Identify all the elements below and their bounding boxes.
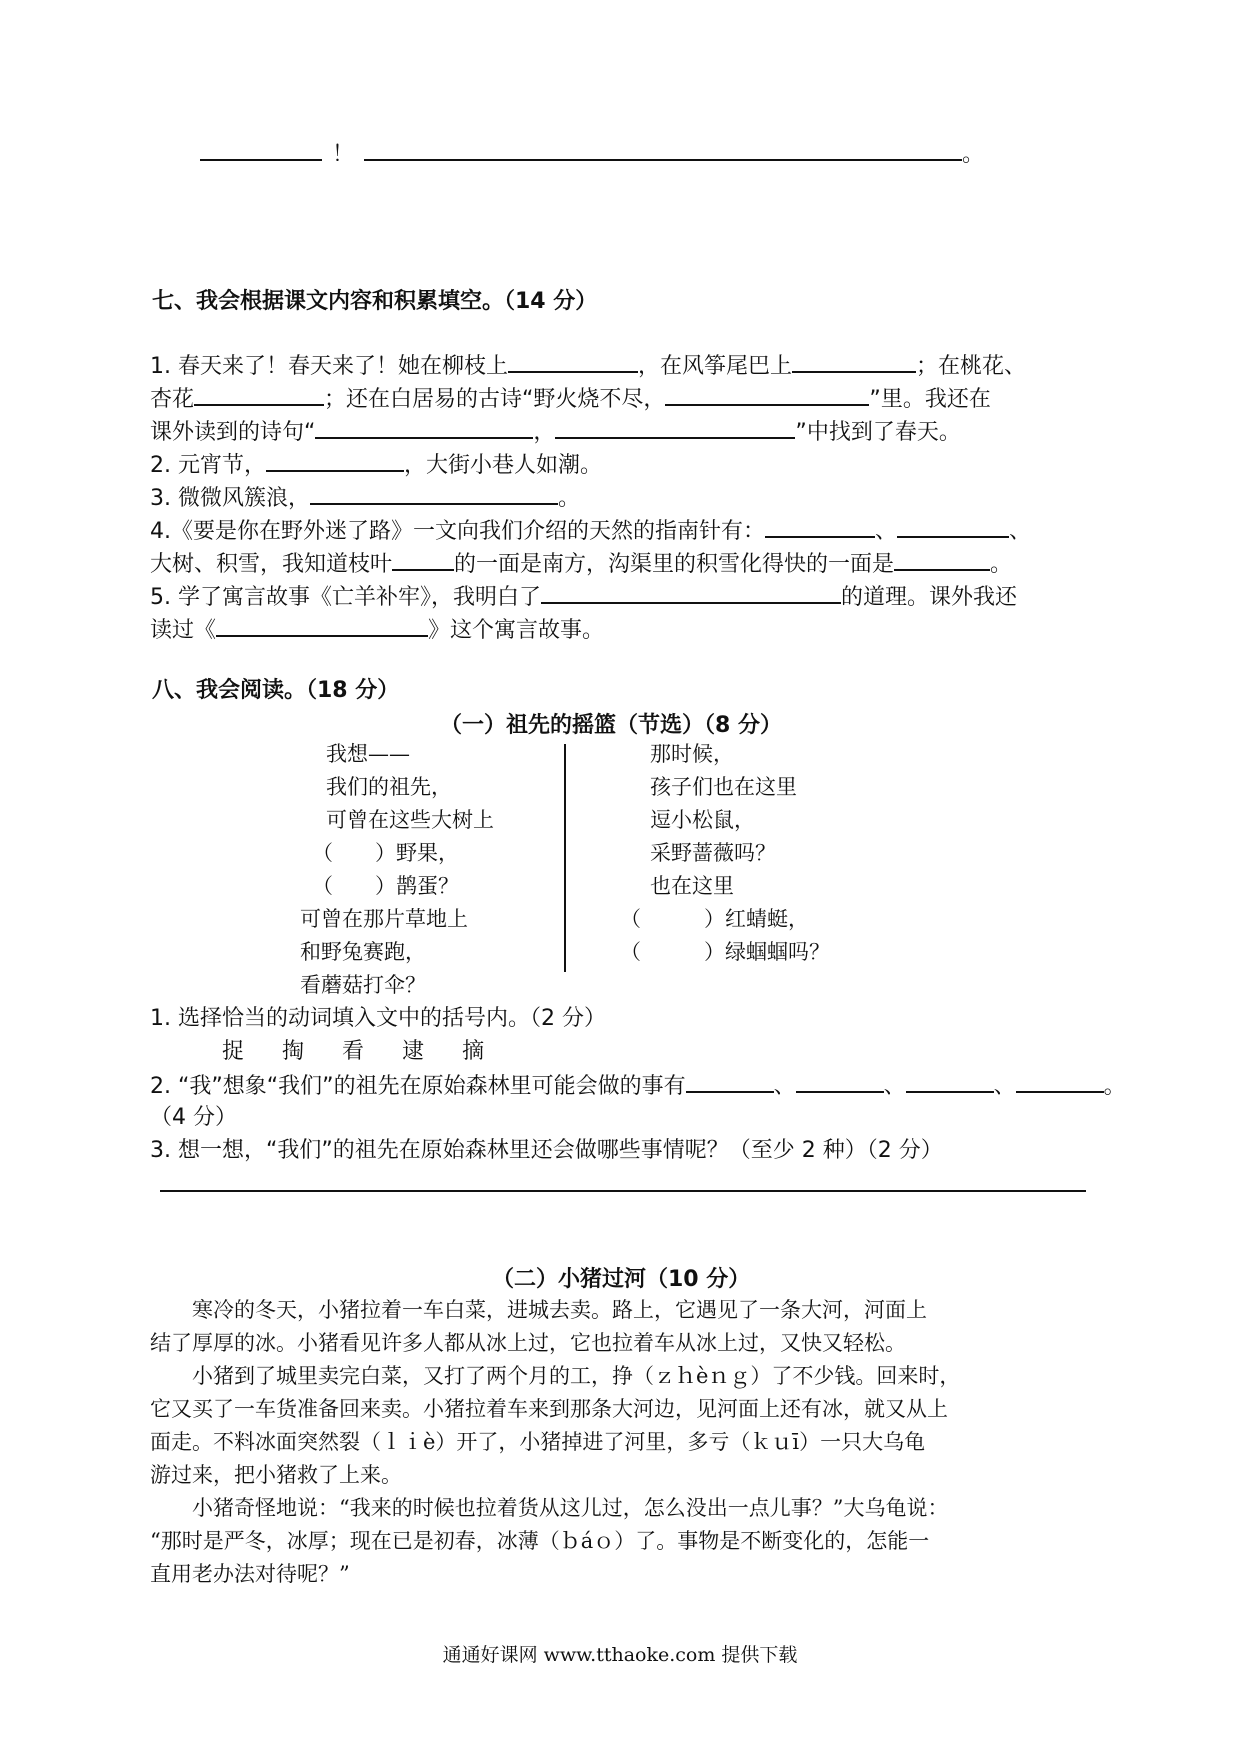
story-line-5: 面走。不料冰面突然裂（ｌｉè）开了，小猪掉进了河里，多亏（ｋｕī）一只大乌龟 [150,1430,926,1454]
poem-right-3: 逗小松鼠， [650,808,755,832]
s7-q4-line1: 4.《要是你在野外迷了路》一文向我们介绍的天然的指南针有： 、 、 [150,513,1031,548]
p1-q3: 3. 想一想，“我们”的祖先在原始森林里还会做哪些事情呢？（至少 2 种）（2 分） [150,1138,943,1163]
poem-right-4: 采野蔷薇吗？ [650,841,776,865]
p1-q3-answer-line[interactable] [160,1190,1086,1192]
poem-left-6: 可曾在那片草地上 [300,907,468,931]
section8-title: 八、我会阅读。（18 分） [152,678,400,703]
answer-blank[interactable] [796,1068,884,1093]
answer-blank[interactable] [894,546,990,571]
poem-right-1: 那时候， [650,742,734,766]
answer-blank[interactable] [194,381,324,406]
story-line-4: 它又买了一车货准备回来卖。小猪拉着车来到那条大河边，见河面上还有冰，就又从上 [150,1397,948,1421]
verb-option[interactable]: 摘 [462,1039,485,1064]
poem-left-2: 我们的祖先， [326,775,452,799]
story-line-6: 游过来，把小猪救了上来。 [150,1463,402,1487]
verb-option[interactable]: 看 [342,1039,365,1064]
verb-option[interactable]: 掏 [282,1039,305,1064]
poem-left-3: 可曾在这些大树上 [326,808,494,832]
p1-q2-score: （4 分） [150,1105,237,1130]
story-line-9: 直用老办法对待呢？” [150,1562,350,1586]
answer-blank[interactable] [508,348,638,373]
poem-left-7: 和野兔赛跑， [300,940,426,964]
s7-q5-line1: 5. 学了寓言故事《亡羊补牢》，我明白了 的道理。课外我还 [150,579,1017,614]
answer-blank[interactable] [686,1068,774,1093]
s7-q5-line2: 读过《 》这个寓言故事。 [150,612,604,647]
poem-right-2: 孩子们也在这里 [650,775,797,799]
poem-left-4[interactable]: （ ）野果， [312,841,459,865]
answer-blank[interactable] [310,480,558,505]
poem-left-8: 看蘑菇打伞？ [300,973,426,997]
section7-title: 七、我会根据课文内容和积累填空。（14 分） [152,289,598,314]
s7-q1-line2: 杏花 ；还在白居易的古诗“野火烧不尽， ”里。我还在 [150,381,991,416]
verb-option[interactable]: 捉 [222,1039,245,1064]
story-line-7: 小猪奇怪地说：“我来的时候也拉着货从这儿过，怎么没出一点儿事？”大乌龟说： [150,1496,949,1520]
answer-blank[interactable] [200,136,322,161]
s7-q1-line3: 课外读到的诗句“ ， ”中找到了春天。 [150,414,961,449]
answer-blank[interactable] [906,1068,994,1093]
s7-q3: 3. 微微风簇浪， 。 [150,480,580,515]
s7-q4-line2: 大树、积雪，我知道枝叶 的一面是南方，沟渠里的积雪化得快的一面是 。 [150,546,1012,581]
verb-option[interactable]: 逮 [402,1039,425,1064]
story-line-8: “那时是严冬，冰厚；现在已是初春，冰薄（ｂáｏ）了。事物是不断变化的，怎能一 [150,1529,930,1553]
story-line-3: 小猪到了城里卖完白菜，又打了两个月的工，挣（ｚｈèｎｇ）了不少钱。回来时， [150,1364,961,1388]
s7-q2: 2. 元宵节， ，大街小巷人如潮。 [150,447,602,482]
part2-title: （二）小猪过河（10 分） [492,1267,751,1292]
top-answer-line: ！ 。 [200,136,984,171]
answer-blank[interactable] [555,414,795,439]
poem-right-6[interactable]: （ ）红蜻蜓， [620,907,809,931]
answer-blank[interactable] [364,136,962,161]
part1-title: （一）祖先的摇篮（节选）（8 分） [440,713,782,738]
poem-right-5: 也在这里 [650,874,734,898]
answer-blank[interactable] [792,348,916,373]
p1-q2: 2. “我”想象“我们”的祖先在原始森林里可能会做的事有 、 、 、 。 [150,1068,1126,1103]
answer-blank[interactable] [897,513,1009,538]
answer-blank[interactable] [216,612,428,637]
poem-divider [564,744,566,972]
p1-q1: 1. 选择恰当的动词填入文中的括号内。（2 分） [150,1006,606,1031]
answer-blank[interactable] [765,513,875,538]
answer-blank[interactable] [392,546,454,571]
poem-left-5[interactable]: （ ）鹊蛋？ [312,874,459,898]
answer-blank[interactable] [315,414,533,439]
answer-blank[interactable] [1016,1068,1104,1093]
s7-q1-line1: 1. 春天来了！春天来了！她在柳枝上 ，在风筝尾巴上 ；在桃花、 [150,348,1026,383]
poem-left-1: 我想—— [326,742,410,766]
story-line-2: 结了厚厚的冰。小猪看见许多人都从冰上过，它也拉着车从冰上过，又快又轻松。 [150,1331,906,1355]
answer-blank[interactable] [541,579,841,604]
answer-blank[interactable] [665,381,869,406]
answer-blank[interactable] [266,447,404,472]
footer: 通通好课网 www.tthaoke.com 提供下载 [442,1644,798,1666]
p1-verbs [222,1035,484,1068]
story-line-1: 寒冷的冬天，小猪拉着一车白菜，进城去卖。路上，它遇见了一条大河，河面上 [150,1298,927,1322]
poem-right-7[interactable]: （ ）绿蝈蝈吗？ [620,940,830,964]
